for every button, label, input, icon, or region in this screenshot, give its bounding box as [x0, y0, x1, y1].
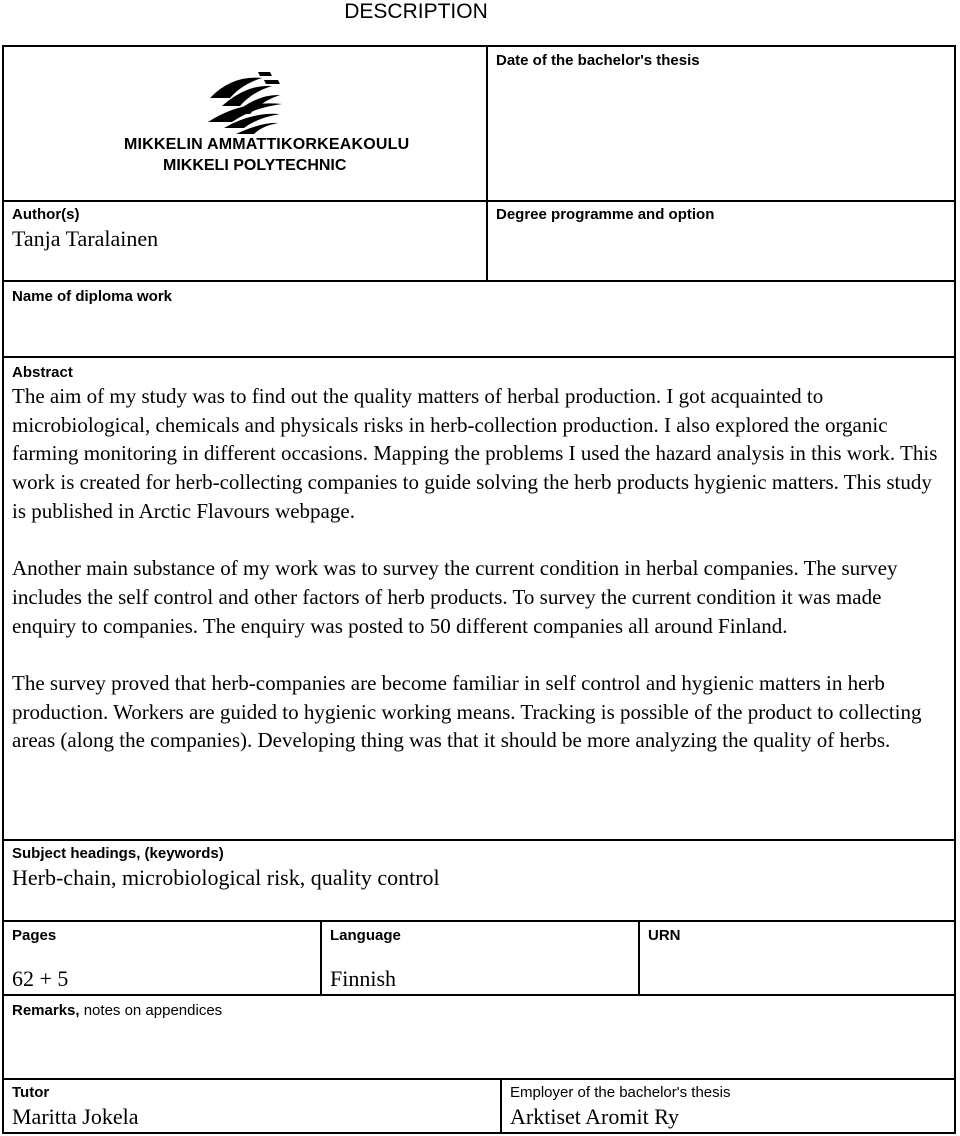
employer-label: Employer of the bachelor's thesis	[510, 1084, 731, 1101]
page-title: DESCRIPTION	[344, 0, 488, 23]
degree-cell	[486, 200, 956, 282]
language-label: Language	[330, 927, 401, 944]
employer-value: Arktiset Aromit Ry	[510, 1104, 680, 1129]
remarks-label-bold: Remarks,	[12, 1002, 80, 1019]
abstract-label: Abstract	[12, 364, 73, 381]
abstract-paragraph-2: Another main substance of my work was to survey the current condition in herbal companies. The survey includes the self control and other factors of herb products. To survey the current condition it was made enquiry to companies. The enquiry was posted to 50 different companies all around Finland.	[12, 556, 898, 638]
author-label: Author(s)	[12, 206, 80, 223]
abstract-body	[12, 382, 950, 755]
logo-line1: MIKKELIN AMMATTIKORKEAKOULU	[124, 136, 410, 153]
pages-value: 62 + 5	[12, 966, 69, 991]
keywords-value: Herb-chain, microbiological risk, quality control	[12, 865, 440, 890]
pages-label: Pages	[12, 927, 57, 944]
tutor-cell	[2, 1078, 502, 1134]
keywords-cell	[2, 839, 956, 922]
author-cell	[2, 200, 488, 282]
urn-label: URN	[648, 927, 681, 944]
date-cell	[486, 45, 956, 202]
remarks-cell	[2, 994, 956, 1080]
logo-line2: MIKKELI POLYTECHNIC	[163, 157, 347, 174]
degree-label: Degree programme and option	[496, 206, 715, 223]
date-label: Date of the bachelor's thesis	[496, 52, 700, 69]
remarks-label-rest: notes on appendices	[79, 1002, 223, 1019]
tutor-value: Maritta Jokela	[12, 1104, 139, 1129]
pages-cell	[2, 920, 322, 996]
keywords-label: Subject headings, (keywords)	[12, 845, 224, 862]
language-cell	[320, 920, 640, 996]
language-value: Finnish	[330, 966, 397, 991]
diploma-cell	[2, 280, 956, 358]
abstract-paragraph-1: The aim of my study was to find out the quality matters of herbal production. I got acquainted to microbiological, chemicals and physicals risks in herb-collection production. I also explored the organic farming monitoring in different occasions. Mapping the problems I used the hazard analysis in this work. This work is created for herb-collecting companies to guide solving the herb products hygienic matters. This study is published in Arctic Flavours webpage.	[12, 384, 938, 523]
abstract-cell	[2, 356, 956, 841]
abstract-paragraph-3: The survey proved that herb-companies are become familiar in self control and hygienic matters in herb production. Workers are guided to hygienic working means. Tracking is possible of the product to collecting areas (along the companies). Developing thing was that it should be more analyzing the quality of herbs.	[12, 671, 922, 753]
employer-cell	[500, 1078, 956, 1134]
author-value: Tanja Taralainen	[12, 226, 159, 251]
tutor-label: Tutor	[12, 1084, 50, 1101]
remarks-label	[12, 1002, 222, 1020]
diploma-label: Name of diploma work	[12, 288, 173, 305]
urn-cell	[638, 920, 956, 996]
